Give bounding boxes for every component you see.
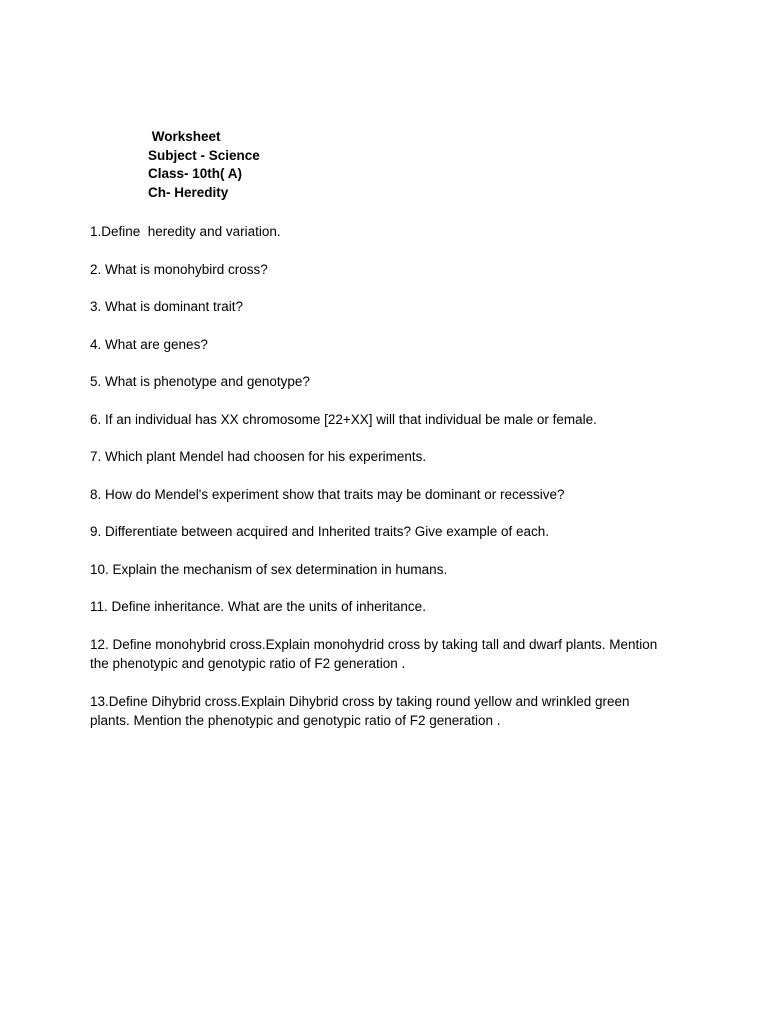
chapter-line: Ch- Heredity: [148, 185, 229, 201]
question-item: [90, 410, 690, 430]
question-text-line: 3. What is dominant trait?: [90, 299, 244, 314]
question-text-line: the phenotypic and genotypic ratio of F2 generation .: [90, 656, 406, 671]
question-text-line: 11. Define inheritance. What are the units of inheritance.: [90, 599, 426, 614]
question-text-line: 1.Define heredity and variation.: [90, 224, 281, 239]
question-item: [90, 635, 690, 674]
question-item: [90, 560, 690, 580]
question-item: [90, 222, 690, 242]
question-text-line: 13.Define Dihybrid cross.Explain Dihybrid cross by taking round yellow and wrinkled green: [90, 693, 630, 709]
question-item: [90, 447, 690, 467]
class-line: Class- 10th( A): [148, 166, 243, 182]
question-text-line: 2. What is monohybird cross?: [90, 261, 268, 277]
question-text-line: 12. Define monohybrid cross.Explain monohydrid cross by taking tall and dwarf plants. Mention: [90, 636, 658, 652]
question-item: [90, 692, 690, 731]
question-item: [90, 522, 690, 542]
question-text-line: 6. If an individual has XX chromosome [22+XX] will that individual be male or female.: [90, 411, 597, 427]
question-text-line: 5. What is phenotype and genotype?: [90, 374, 310, 389]
worksheet-header: [148, 128, 260, 203]
question-text-line: 10. Explain the mechanism of sex determination in humans.: [90, 561, 448, 577]
subject-line: Subject - Science: [148, 147, 260, 163]
question-list: [90, 222, 690, 731]
question-item: [90, 297, 690, 317]
question-item: [90, 260, 690, 280]
question-item: [90, 335, 690, 355]
question-item: [90, 597, 690, 617]
question-item: [90, 372, 690, 392]
question-text-line: 4. What are genes?: [90, 336, 208, 352]
question-text-line: plants. Mention the phenotypic and genotypic ratio of F2 generation .: [90, 713, 501, 728]
question-item: [90, 485, 690, 505]
question-text-line: 7. Which plant Mendel had choosen for his experiments.: [90, 449, 427, 464]
question-text-line: 8. How do Mendel's experiment show that traits may be dominant or recessive?: [90, 486, 565, 502]
question-text-line: 9. Differentiate between acquired and Inherited traits? Give example of each.: [90, 524, 550, 539]
worksheet-title: Worksheet: [148, 129, 221, 144]
